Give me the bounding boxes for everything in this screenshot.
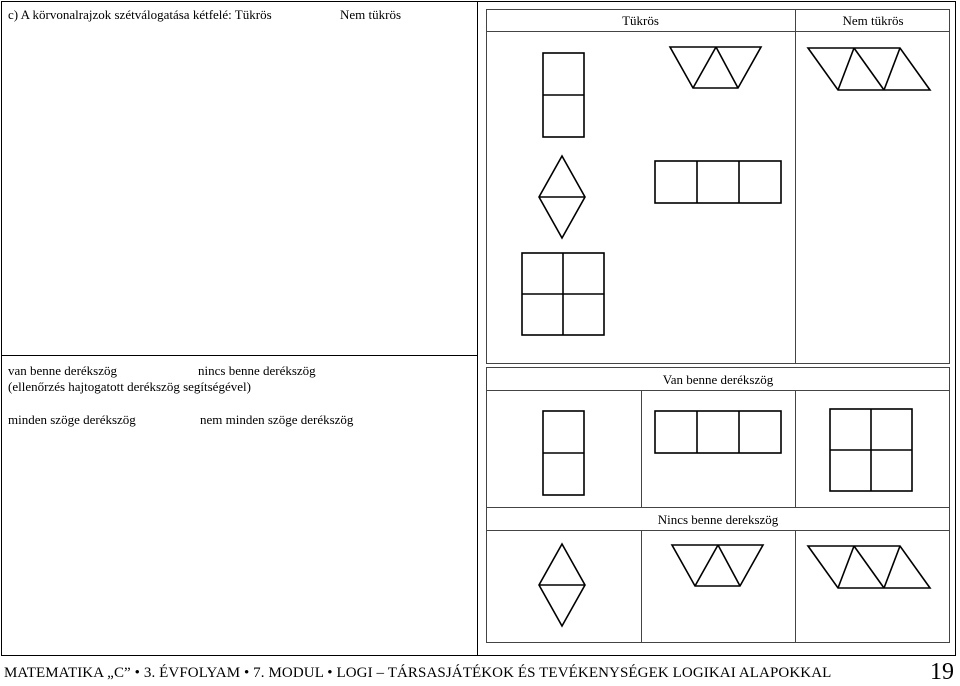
label-nem-minden-szoge: nem minden szöge derékszög	[200, 412, 354, 427]
label-van-benne: van benne derékszög	[8, 363, 118, 378]
label-minden-szoge: minden szöge derékszög	[8, 412, 136, 427]
two-stacked-squares-shape	[543, 53, 584, 137]
parallelogram-triangles-shape	[808, 48, 930, 90]
bottom-table-van-benne: Van benne derékszög	[662, 372, 774, 387]
bottom-three-squares-row-shape	[655, 411, 781, 453]
page-footer	[0, 657, 960, 683]
label-ellenorzes: (ellenőrzés hajtogatott derékszög segítségével)	[8, 379, 251, 394]
top-table-col-tukros: Tükrös	[622, 13, 659, 28]
bottom-rhombus-shape	[539, 544, 585, 626]
bottom-parallelogram-triangles-shape	[808, 546, 930, 588]
trapezoid-triangles-shape	[670, 47, 761, 88]
three-squares-row-shape	[655, 161, 781, 203]
four-square-block-shape	[522, 253, 604, 335]
task-title-nem: Nem tükrös	[340, 7, 402, 22]
top-table-col-nem-tukros: Nem tükrös	[842, 13, 904, 28]
page-number: 19	[930, 659, 954, 685]
bottom-trapezoid-triangles-shape	[672, 545, 763, 586]
bottom-two-stacked-squares-shape	[543, 411, 584, 495]
bottom-four-square-block-shape	[830, 409, 912, 491]
task-title: c) A körvonalrajzok szétválogatása kétfelé: Tükrös	[8, 7, 272, 22]
bottom-table-nincs-benne: Nincs benne derekszög	[657, 512, 779, 527]
label-nincs-benne: nincs benne derékszög	[198, 363, 316, 378]
footer-text: MATEMATIKA „C” • 3. ÉVFOLYAM • 7. MODUL • LOGI – TÁRSASJÁTÉKOK ÉS TEVÉKENYSÉGEK LOGIKAI ALAPOKKAL	[4, 665, 832, 681]
two-triangle-rhombus-shape	[539, 156, 585, 238]
